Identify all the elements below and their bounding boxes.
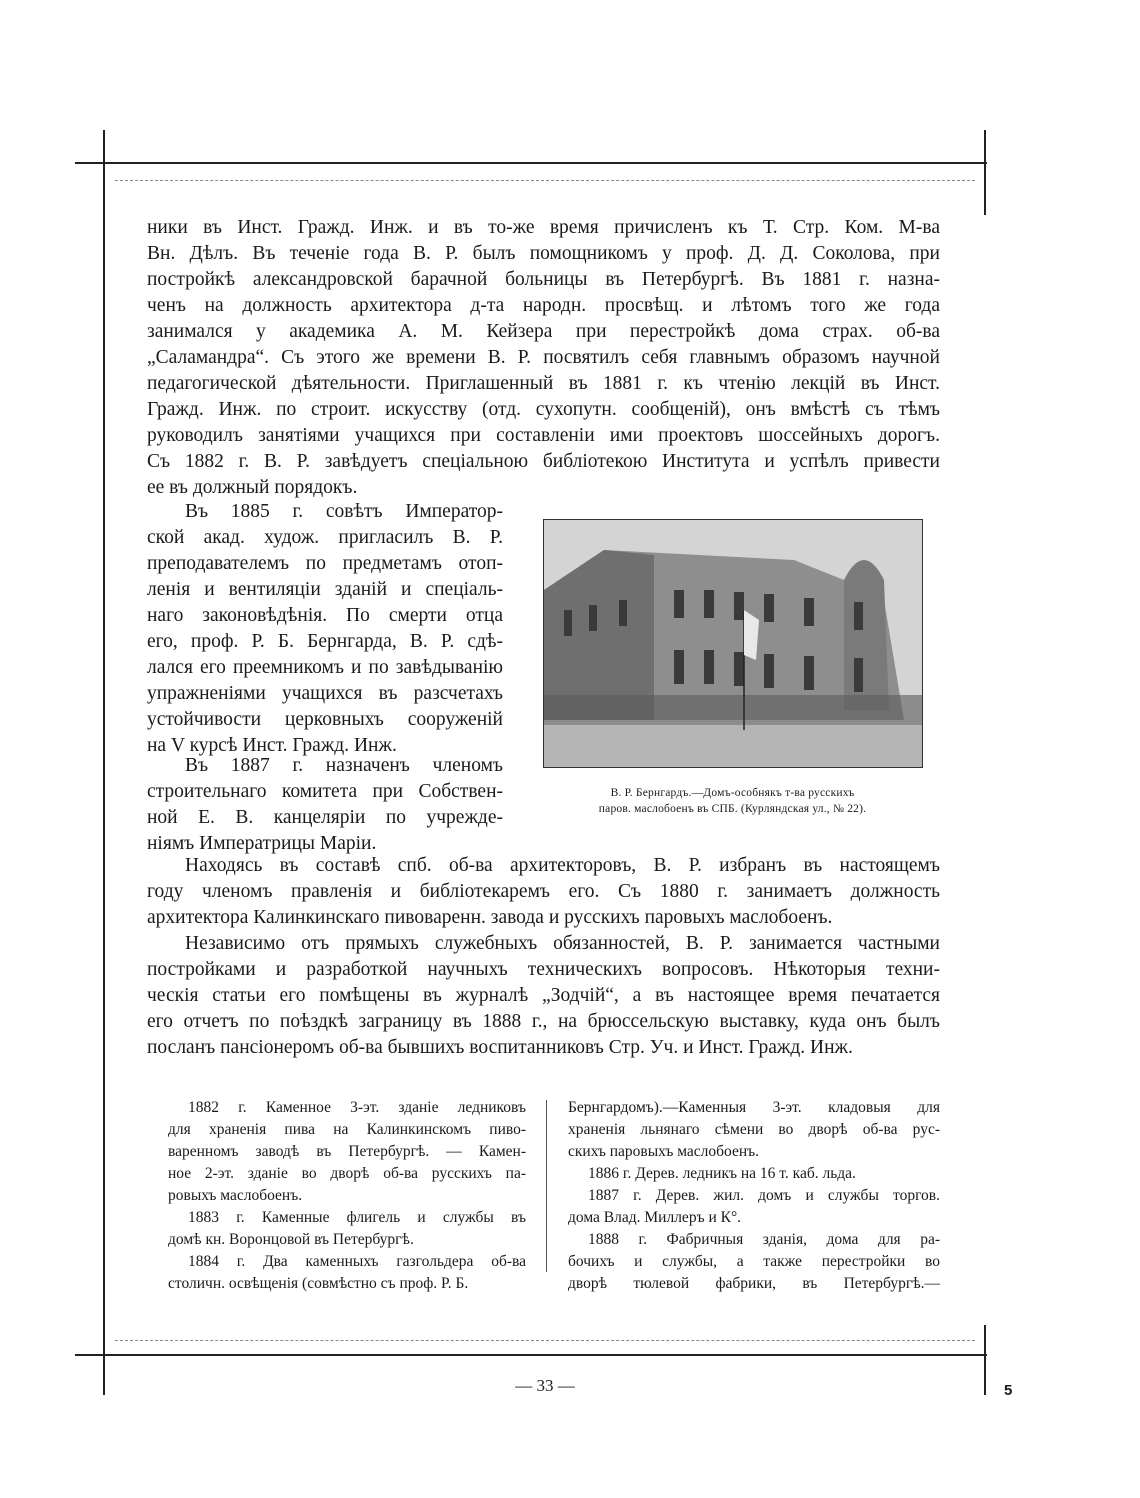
footnote-line: 1888 г. Фабричныя зданія, дома для ра-	[588, 1231, 940, 1248]
footnote-entry	[568, 1163, 940, 1185]
text-line: Находясь въ составѣ спб. об-ва архитекторовъ, В. Р. избранъ въ настоящемъ	[185, 855, 940, 876]
footnote-line: ное 2-эт. зданіе во дворѣ об-ва русскихъ па-	[168, 1165, 526, 1182]
text-line: Въ 1885 г. совѣтъ Император-	[185, 501, 503, 522]
footnote-line: Бернгардомъ).—Каменныя 3-эт. кладовыя для	[568, 1099, 940, 1116]
text-line: ческія статьи его помѣщены въ журналѣ „Зодчій“, а въ настоящее время печатается	[147, 985, 940, 1006]
sheet-mark: 5	[1004, 1382, 1013, 1399]
paragraph-4	[147, 853, 940, 931]
text-line: его отчетъ по поѣздкѣ заграницу въ 1888 г., на брюссельскую выставку, куда онъ былъ	[147, 1011, 940, 1032]
text-line: устойчивости церковныхъ сооруженій	[147, 709, 503, 730]
paragraph-3	[147, 753, 503, 857]
text-line: Независимо отъ прямыхъ служебныхъ обязанностей, В. Р. занимается частными	[185, 933, 940, 954]
footnotes-left-column	[168, 1097, 526, 1295]
footnote-line: дворѣ тюлевой фабрики, въ Петербургѣ.—	[568, 1275, 940, 1292]
footnote-line: 1882 г. Каменное 3-эт. зданіе ледниковъ	[188, 1099, 526, 1116]
dashed-guide-bottom	[115, 1340, 975, 1341]
text-line: ченъ на должность архитектора д-та народн. просвѣщ. и лѣтомъ того же года	[147, 295, 940, 316]
footnote-line: 1886 г. Дерев. ледникъ на 16 т. каб. льда.	[588, 1165, 856, 1182]
paragraph-2	[147, 499, 503, 759]
paragraph-5	[147, 931, 940, 1061]
photo-caption	[545, 785, 920, 817]
text-line: ской акад. худож. пригласилъ В. Р.	[147, 527, 503, 548]
footnote-entry	[568, 1097, 940, 1163]
footnote-column-divider	[546, 1100, 547, 1272]
building-photo	[543, 519, 923, 768]
footnotes-right-column	[568, 1097, 940, 1295]
footnote-line: скихъ паровыхъ маслобоенъ.	[568, 1143, 760, 1160]
text-line: наго законовѣдѣнія. По смерти отца	[147, 605, 503, 626]
footnote-line: 1884 г. Два каменныхъ газгольдера об-ва	[188, 1253, 526, 1270]
footnote-line: домѣ кн. Воронцовой въ Петербургѣ.	[168, 1231, 414, 1248]
text-line: ніямъ Императрицы Маріи.	[147, 833, 377, 854]
footnote-line: столичн. освѣщенія (совмѣстно съ проф. Р. Б.	[168, 1275, 469, 1292]
frame-left-rule	[103, 130, 105, 1395]
footnote-entry	[568, 1185, 940, 1229]
page-number: — 33 —	[515, 1376, 575, 1395]
footnote-entry	[168, 1207, 526, 1251]
dashed-guide-top	[115, 180, 975, 181]
footnote-line: для храненія пива на Калинкинскомъ пиво-	[168, 1121, 526, 1138]
text-line: постройками и разработкой научныхъ техническихъ вопросовъ. Нѣкоторыя техни-	[147, 959, 940, 980]
text-line: архитектора Калинкинскаго пивоваренн. завода и русскихъ паровыхъ маслобоенъ.	[147, 907, 833, 928]
frame-top-rule	[75, 162, 987, 164]
text-line: ной Е. В. канцеляріи по учрежде-	[147, 807, 503, 828]
footnote-entry	[568, 1229, 940, 1295]
text-line: лался его преемникомъ и по завѣдыванію	[147, 657, 503, 678]
text-line: посланъ пансіонеромъ об-ва бывшихъ воспитанниковъ Стр. Уч. и Инст. Гражд. Инж.	[147, 1037, 853, 1058]
text-line: Съ 1882 г. В. Р. завѣдуетъ спеціальною библіотекою Института и успѣлъ привести	[147, 451, 940, 472]
frame-bottom-rule	[75, 1354, 987, 1356]
footnote-entry	[168, 1251, 526, 1295]
text-line: преподавателемъ по предметамъ отоп-	[147, 553, 503, 574]
text-line: Гражд. Инж. по строит. искусству (отд. сухопутн. сообщеній), онъ вмѣстѣ съ тѣмъ	[147, 399, 940, 420]
caption-line: паров. маслобоенъ въ СПБ. (Курляндская ул., № 22).	[598, 803, 867, 815]
footnote-entry	[168, 1097, 526, 1207]
text-line: строительнаго комитета при Собствен-	[147, 781, 503, 802]
footnote-line: дома Влад. Миллеръ и К°.	[568, 1209, 742, 1226]
frame-right-rule-top	[984, 130, 986, 215]
text-line: занимался у академика А. М. Кейзера при перестройкѣ дома страх. об-ва	[147, 321, 940, 342]
text-line: ее въ должный порядокъ.	[147, 477, 358, 498]
text-line: „Саламандра“. Съ этого же времени В. Р. посвятилъ себя главнымъ образомъ научной	[147, 347, 940, 368]
footnote-line: ровыхъ маслобоенъ.	[168, 1187, 303, 1204]
frame-right-rule-bottom	[984, 1325, 986, 1395]
text-line: ники въ Инст. Гражд. Инж. и въ то-же время причисленъ къ Т. Стр. Ком. М-ва	[147, 217, 940, 238]
text-line: упражненіями учащихся въ разсчетахъ	[147, 683, 503, 704]
text-line: на V курсѣ Инст. Гражд. Инж.	[147, 735, 397, 756]
text-line: ленія и вентиляціи зданій и спеціаль-	[147, 579, 503, 600]
footnote-line: храненія льнянаго сѣмени во дворѣ об-ва рус-	[568, 1121, 940, 1138]
paragraph-1	[147, 215, 940, 501]
footnote-line: бочихъ и службы, а также перестройки во	[568, 1253, 940, 1270]
text-line: постройкѣ александровской барачной больницы въ Петербургѣ. Въ 1881 г. назна-	[147, 269, 940, 290]
footnote-line: 1883 г. Каменные флигель и службы въ	[188, 1209, 526, 1226]
text-line: педагогической дѣятельности. Приглашенный въ 1881 г. къ чтенію лекцій въ Инст.	[147, 373, 940, 394]
footnote-line: варенномъ заводѣ въ Петербургѣ. — Камен-	[168, 1143, 526, 1160]
footnote-line: 1887 г. Дерев. жил. домъ и службы торгов.	[588, 1187, 940, 1204]
text-line: Въ 1887 г. назначенъ членомъ	[185, 755, 503, 776]
text-line: Вн. Дѣлъ. Въ теченіе года В. Р. былъ помощникомъ у проф. Д. Д. Соколова, при	[147, 243, 940, 264]
text-line: году членомъ правленія и библіотекаремъ его. Съ 1880 г. занимаетъ должность	[147, 881, 940, 902]
text-line: его, проф. Р. Б. Бернгарда, В. Р. сдѣ-	[147, 631, 503, 652]
text-line: руководилъ занятіями учащихся при составленіи ими проектовъ шоссейныхъ дорогъ.	[147, 425, 940, 446]
caption-line: В. Р. Бернгардъ.—Домъ-особнякъ т-ва русскихъ	[610, 787, 855, 799]
